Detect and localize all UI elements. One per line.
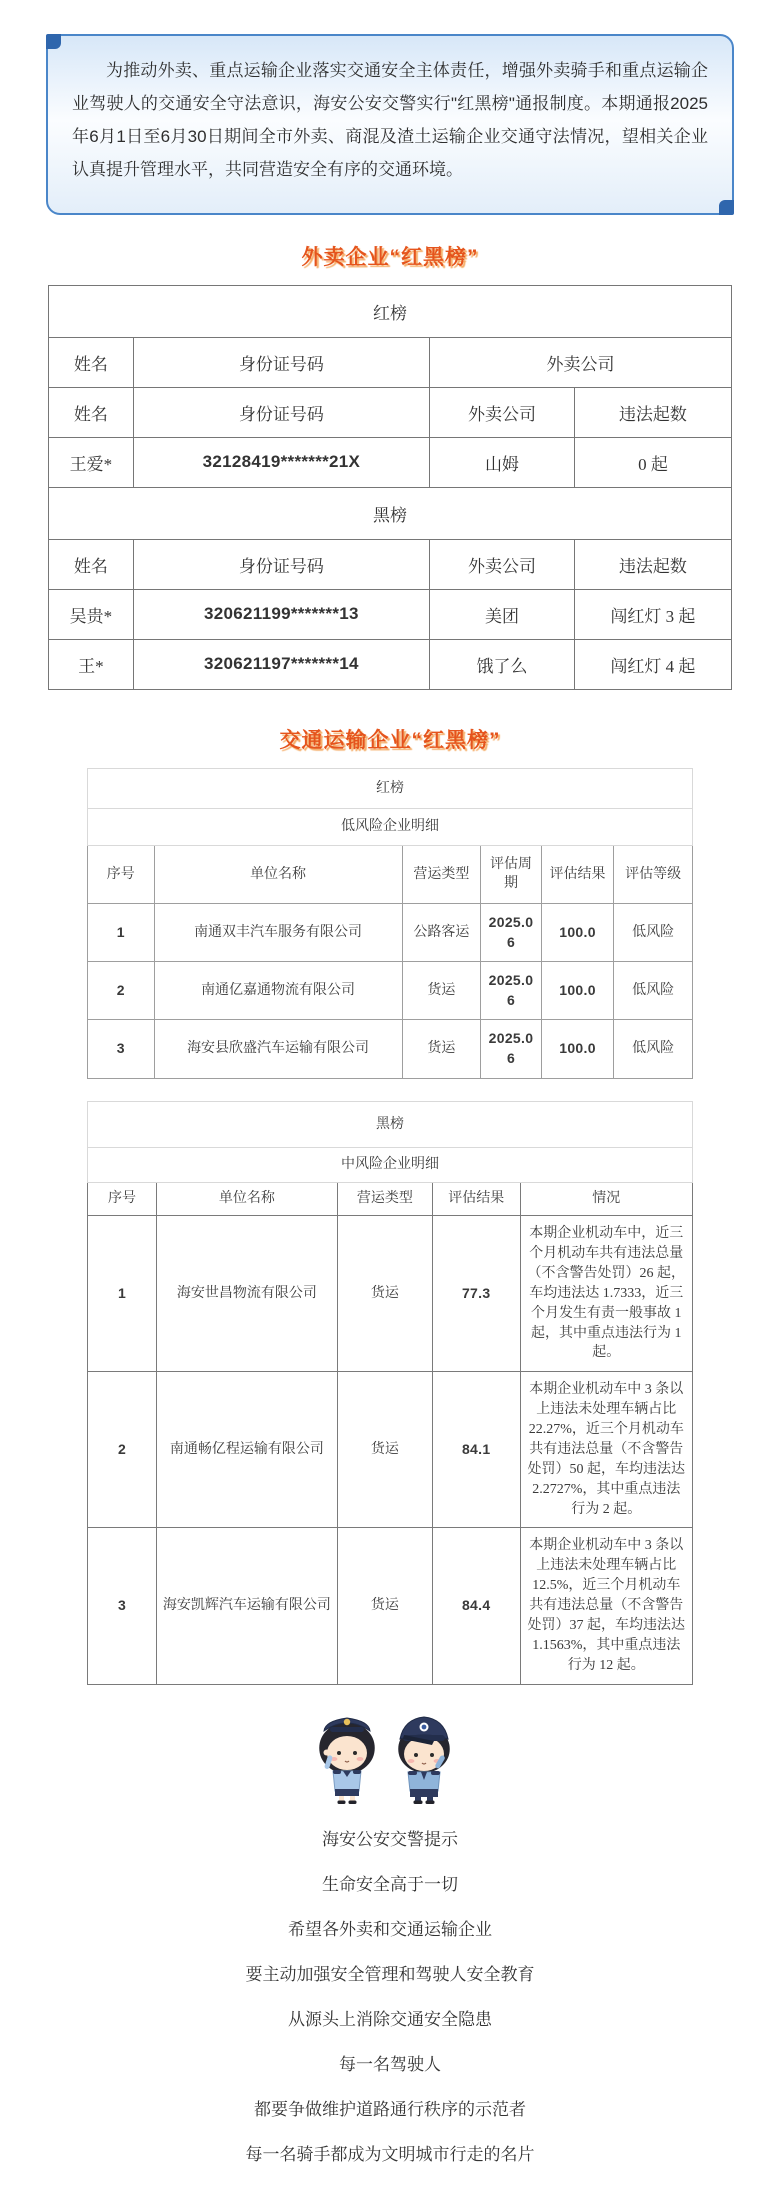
- column-header: 营运类型: [402, 845, 481, 903]
- score-cell: 100.0: [541, 1020, 614, 1078]
- column-header: 外卖公司: [430, 337, 732, 387]
- slogan-line: 海安公安交警提示: [322, 1829, 458, 1849]
- score-cell: 84.4: [432, 1528, 520, 1684]
- index-cell: 1: [88, 1216, 157, 1372]
- slogan-line: 都要争做维护道路通行秩序的示范者: [254, 2099, 526, 2119]
- column-header: 姓名: [49, 539, 134, 589]
- intro-text: 为推动外卖、重点运输企业落实交通安全主体责任，增强外卖骑手和重点运输企业驾驶人的交通安全守法意识，海安公安交警实行"红黑榜"通报制度。本期通报2025年6月1日至6月30日期间全市外卖、商混及渣土运输企业交通守法情况，望相关企业认真提升管理水平，共同营造安全有序的交通环境。: [72, 61, 708, 180]
- red-band-row: [88, 768, 693, 809]
- rider-id-cell: 320621199*******13: [133, 589, 429, 639]
- rider-name-cell: 王爱*: [49, 437, 134, 487]
- operation-type-cell: 公路客运: [402, 903, 481, 961]
- score-cell: 100.0: [541, 903, 614, 961]
- score-cell: 77.3: [432, 1216, 520, 1372]
- rider-name-cell: 吴贵*: [49, 589, 134, 639]
- column-header: 外卖公司: [430, 387, 575, 437]
- period-cell: 2025.06: [481, 1020, 542, 1078]
- slogan-line: 生命安全高于一切: [322, 1874, 458, 1894]
- risk-level-cell: 低风险: [614, 1020, 693, 1078]
- column-header: 序号: [88, 845, 155, 903]
- medium-risk-subband-row: [88, 1148, 693, 1183]
- transport-section-title: 交通运输企业“红黑榜”: [279, 728, 501, 752]
- female-officer-icon: [318, 1718, 376, 1804]
- column-header: 姓名: [49, 337, 134, 387]
- column-header: 违法起数: [574, 539, 731, 589]
- footer-slogans: [0, 1825, 780, 2165]
- table-row: [49, 639, 732, 689]
- rider-id-cell: 320621197*******14: [133, 639, 429, 689]
- black-band-label: 黑榜: [49, 487, 732, 539]
- company-cell: 美团: [430, 589, 575, 639]
- delivery-table: [48, 285, 732, 690]
- column-header: 评估周期: [481, 845, 542, 903]
- period-cell: 2025.06: [481, 962, 542, 1020]
- situation-cell: 本期企业机动车中 3 条以上违法未处理车辆占比 12.5%，近三个月机动车共有违法总量（不含警告处罚）37 起，车均违法达 1.1563%，其中重点违法行为 12 起。: [520, 1528, 692, 1684]
- situation-cell: 本期企业机动车中 3 条以上违法未处理车辆占比 22.27%，近三个月机动车共有违法总量（不含警告处罚）50 起，车均违法达 2.2727%，其中重点违法行为 2 起。: [520, 1372, 692, 1528]
- column-header: 序号: [88, 1183, 157, 1216]
- operation-type-cell: 货运: [337, 1216, 432, 1372]
- male-officer-icon: [397, 1717, 451, 1804]
- rider-id-cell: 32128419*******21X: [133, 437, 429, 487]
- index-cell: 1: [88, 903, 155, 961]
- delivery-header-row: [49, 539, 732, 589]
- column-header: 单位名称: [154, 845, 402, 903]
- column-header: 姓名: [49, 387, 134, 437]
- table-row: [49, 589, 732, 639]
- company-name-cell: 南通双丰汽车服务有限公司: [154, 903, 402, 961]
- table-row: [88, 962, 693, 1020]
- column-header: 营运类型: [337, 1183, 432, 1216]
- black-band-label: 黑榜: [88, 1101, 693, 1148]
- operation-type-cell: 货运: [402, 962, 481, 1020]
- black-band-row: [88, 1101, 693, 1148]
- table-row: [88, 1528, 693, 1684]
- table-row: [49, 437, 732, 487]
- table-row: [88, 1020, 693, 1078]
- column-header: 评估结果: [541, 845, 614, 903]
- police-mascots-illustration: [300, 1701, 480, 1805]
- risk-level-cell: 低风险: [614, 962, 693, 1020]
- transport-red-header-row: [88, 845, 693, 903]
- column-header: 身份证号码: [133, 337, 429, 387]
- delivery-top-header-row: [49, 337, 732, 387]
- red-band-row: [49, 285, 732, 337]
- index-cell: 2: [88, 962, 155, 1020]
- column-header: 外卖公司: [430, 539, 575, 589]
- table-row: [88, 1216, 693, 1372]
- company-name-cell: 海安县欣盛汽车运输有限公司: [154, 1020, 402, 1078]
- medium-risk-subband-label: 中风险企业明细: [88, 1148, 693, 1183]
- slogan-line: 每一名骑手都成为文明城市行走的名片: [245, 2144, 535, 2164]
- index-cell: 3: [88, 1020, 155, 1078]
- column-header: 身份证号码: [133, 539, 429, 589]
- period-cell: 2025.06: [481, 903, 542, 961]
- violations-cell: 0 起: [574, 437, 731, 487]
- column-header: 身份证号码: [133, 387, 429, 437]
- slogan-line: 要主动加强安全管理和驾驶人安全教育: [245, 1964, 535, 1984]
- column-header: 情况: [520, 1183, 692, 1216]
- red-band-label: 红榜: [49, 285, 732, 337]
- slogan-line: 从源头上消除交通安全隐患: [288, 2009, 492, 2029]
- company-name-cell: 南通亿嘉通物流有限公司: [154, 962, 402, 1020]
- delivery-header-row: [49, 387, 732, 437]
- company-cell: 饿了么: [430, 639, 575, 689]
- situation-cell: 本期企业机动车中，近三个月机动车共有违法总量（不含警告处罚）26 起，车均违法达 1.7333，近三个月发生有责一般事故 1 起，其中重点违法行为 1 起。: [520, 1216, 692, 1372]
- column-header: 单位名称: [156, 1183, 337, 1216]
- transport-red-table: [87, 768, 693, 1079]
- company-name-cell: 南通畅亿程运输有限公司: [156, 1372, 337, 1528]
- violations-cell: 闯红灯 4 起: [574, 639, 731, 689]
- intro-panel: [46, 34, 734, 215]
- index-cell: 3: [88, 1528, 157, 1684]
- transport-black-header-row: [88, 1183, 693, 1216]
- table-row: [88, 903, 693, 961]
- score-cell: 84.1: [432, 1372, 520, 1528]
- delivery-section-title: 外卖企业“红黑榜”: [301, 245, 479, 269]
- slogan-line: 希望各外卖和交通运输企业: [288, 1919, 492, 1939]
- column-header: 评估等级: [614, 845, 693, 903]
- operation-type-cell: 货运: [337, 1372, 432, 1528]
- operation-type-cell: 货运: [337, 1528, 432, 1684]
- violations-cell: 闯红灯 3 起: [574, 589, 731, 639]
- low-risk-subband-label: 低风险企业明细: [88, 809, 693, 846]
- table-row: [88, 1372, 693, 1528]
- column-header: 违法起数: [574, 387, 731, 437]
- transport-black-table: [87, 1101, 693, 1685]
- company-name-cell: 海安世昌物流有限公司: [156, 1216, 337, 1372]
- low-risk-subband-row: [88, 809, 693, 846]
- company-name-cell: 海安凯辉汽车运输有限公司: [156, 1528, 337, 1684]
- company-cell: 山姆: [430, 437, 575, 487]
- rider-name-cell: 王*: [49, 639, 134, 689]
- black-band-row: [49, 487, 732, 539]
- slogan-line: 每一名驾驶人: [339, 2054, 441, 2074]
- red-band-label: 红榜: [88, 768, 693, 809]
- column-header: 评估结果: [432, 1183, 520, 1216]
- index-cell: 2: [88, 1372, 157, 1528]
- operation-type-cell: 货运: [402, 1020, 481, 1078]
- risk-level-cell: 低风险: [614, 903, 693, 961]
- score-cell: 100.0: [541, 962, 614, 1020]
